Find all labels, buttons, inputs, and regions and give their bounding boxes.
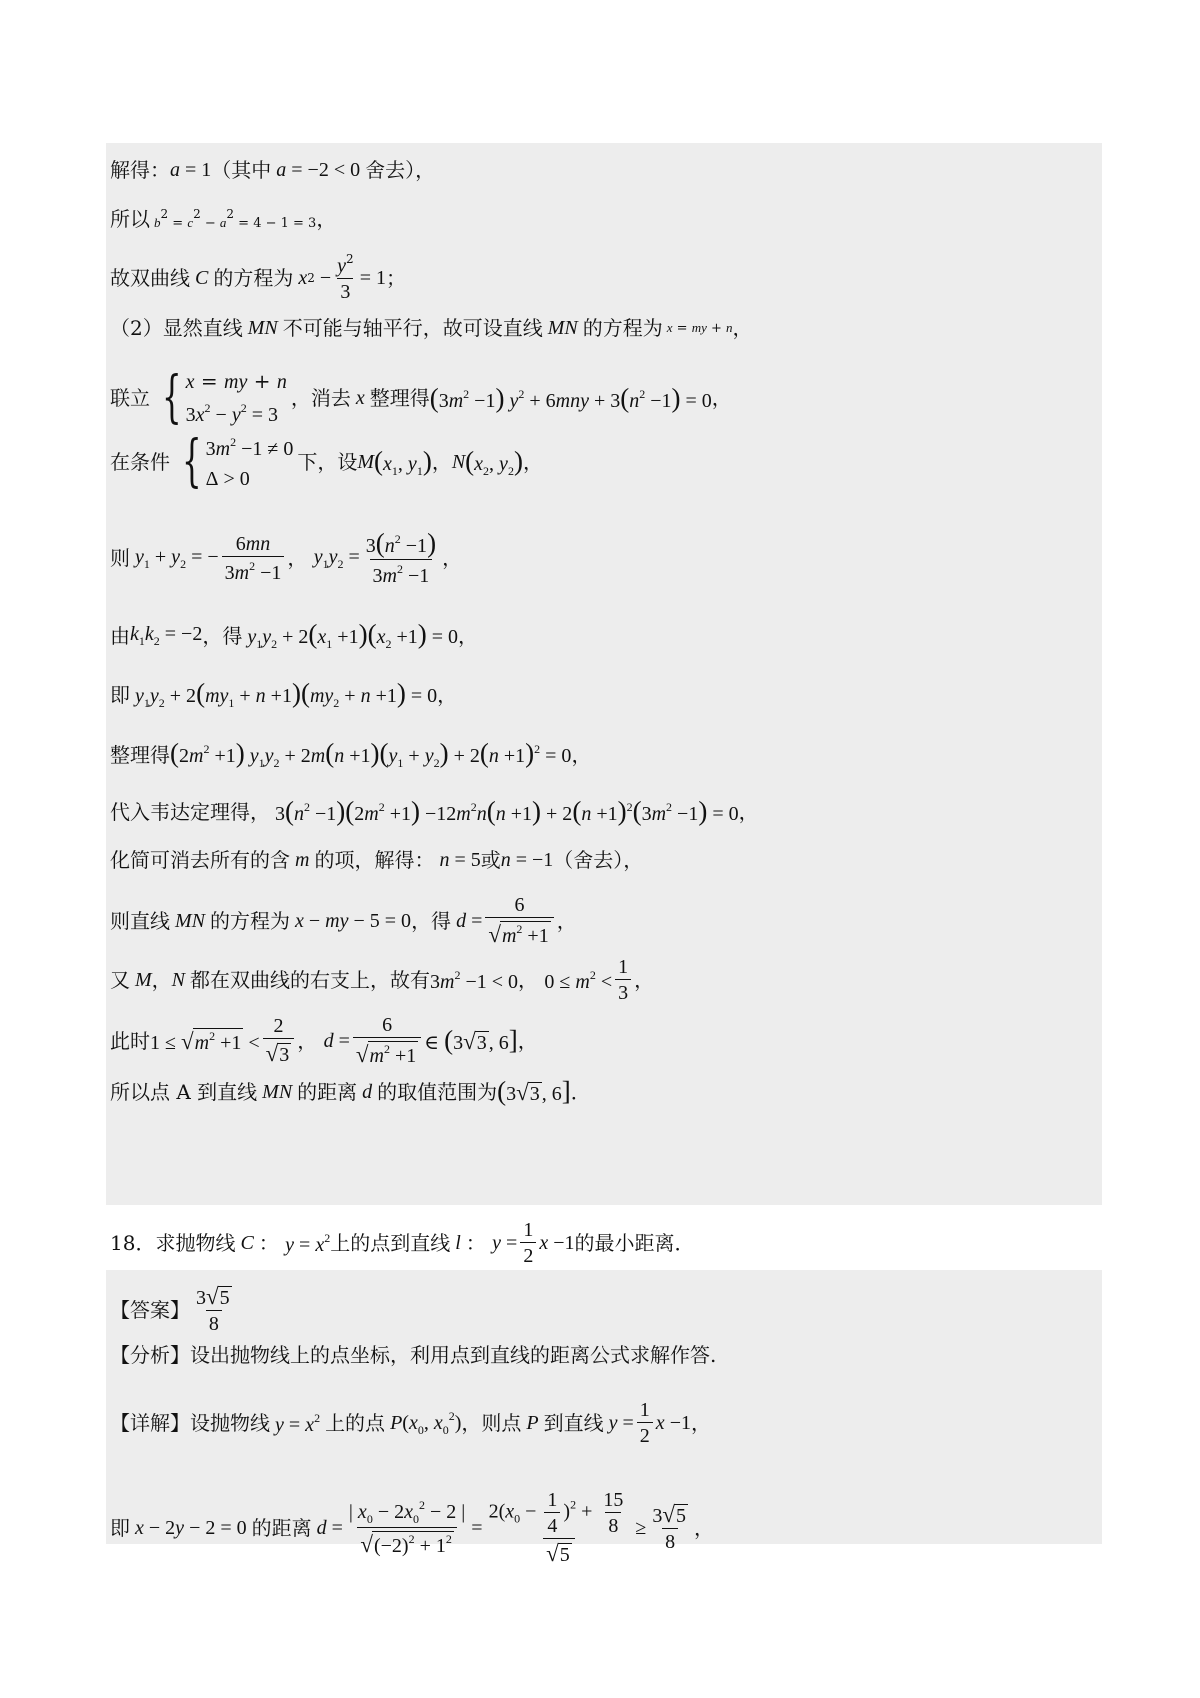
analysis-line: 【分析】设出抛物线上的点坐标，利用点到直线的距离公式求解作答. — [110, 1343, 717, 1367]
answer-line: 【答案】 3 √ 5 8 — [110, 1284, 230, 1335]
solution-line-4: （2）显然直线 MN 不可能与轴平行，故可设直线 MN 的方程为 x = my + n ， — [110, 316, 753, 340]
solution-line-5: 联立 { x = my + n $3x^2 - y^2 = 3$ ，消去 x 整理得 $(3m^2 -1) y^2 + 6mny + 3(n^2 -1) = 0$ ， — [110, 365, 732, 430]
solution-line-1: 解得： a = 1 （其中 a = −2 < 0 舍去）， — [110, 158, 436, 182]
solution-line-12: 化简可消去所有的含 m 的项，解得： n = 5 或 n = −1 （舍去）， — [110, 848, 644, 872]
solution-line-7: 则 $y_1 + y_2$ = − $\frac{6mn}{3m^2 -1}$ ， $y_1y_2$ = $\frac{3(n^2 -1)}{3m^2 -1}$ ， — [110, 528, 463, 587]
solution-line-10: 整理得 $(2m^2 +1) y_1y_2 + 2m(n +1)(y_1 + y_2) + 2(n +1)^2 = 0$ ， — [110, 738, 592, 770]
solution-line-15: 此时 1 ≤ √ $m^2 +1$ < 2 √ 3 ， d = 6 √ $m^2 +1$ ∈ (3 √ 3 , 6] ， — [110, 1014, 538, 1067]
solution-line-16: 所以点 A 到直线 MN 的距离 d 的取值范围为 (3 √ 3 , 6] ． — [110, 1076, 591, 1106]
question-18: 18．求抛物线 C ： $y = x^2$ 上的点到直线 l ： y = $\frac{1}{2}$ x −1 的最小距离． — [110, 1219, 695, 1267]
solution-line-6: 在条件 { $3m^2 -1 \ne 0$ Δ > 0 下，设 M ($x_1$, $y_1$) ， N ($x_2$, $y_2$) ， — [110, 429, 543, 494]
solution-line-2: 所以 $b^2 = c^2 - a^2 = 4 - 1 = 3$ ， — [110, 207, 337, 231]
detail-line-1: 【详解】设抛物线 $y = x^2$ 上的点 $P(x_0$, $x_0^2$) ，则点 P 到直线 y = $\frac{1}{2}$ x −1 ， — [110, 1399, 711, 1447]
solution-line-11: 代入韦达定理得， $3(n^2 -1)(2m^2 +1) -12m^2n(n +1) + 2(n +1)^2(3m^2 -1) = 0$ ， — [110, 796, 759, 826]
solution-line-3: 故双曲线 C 的方程为 x 2 − $\frac{y^2}{3}$ = 1 ； — [110, 252, 406, 303]
solution-line-8: 由 $k_1k_2 = -2$ ，得 $y_1y_2 + 2(x_1 +1)(x_2 +1) = 0$ ， — [110, 619, 479, 651]
detail-line-2: 即 x − 2y − 2 = 0 的距离 d = | $x_0 - 2x_0^2 - 2$ | √ $(-2)^2 + 1^2$ = $2(x_0$ − $\frac{1}{4}$ )$^2$ + $\frac{15}{8}$ √ 5 ≥ 3 √ 5 8 ， — [110, 1489, 714, 1566]
solution-line-9: 即 $y_1y_2 + 2(my_1 + n +1)(my_2 + n +1) = 0$ ， — [110, 678, 458, 710]
solution-line-14: 又 M ， N 都在双曲线的右支上，故有 $3m^2 -1 < 0$ ， $0 \le m^2$ < $\frac{1}{3}$ ， — [110, 956, 655, 1004]
solution-line-13: 则直线 MN 的方程为 x − my − 5 = 0 ，得 d = 6 √ $m^2 +1$ ， — [110, 894, 577, 947]
